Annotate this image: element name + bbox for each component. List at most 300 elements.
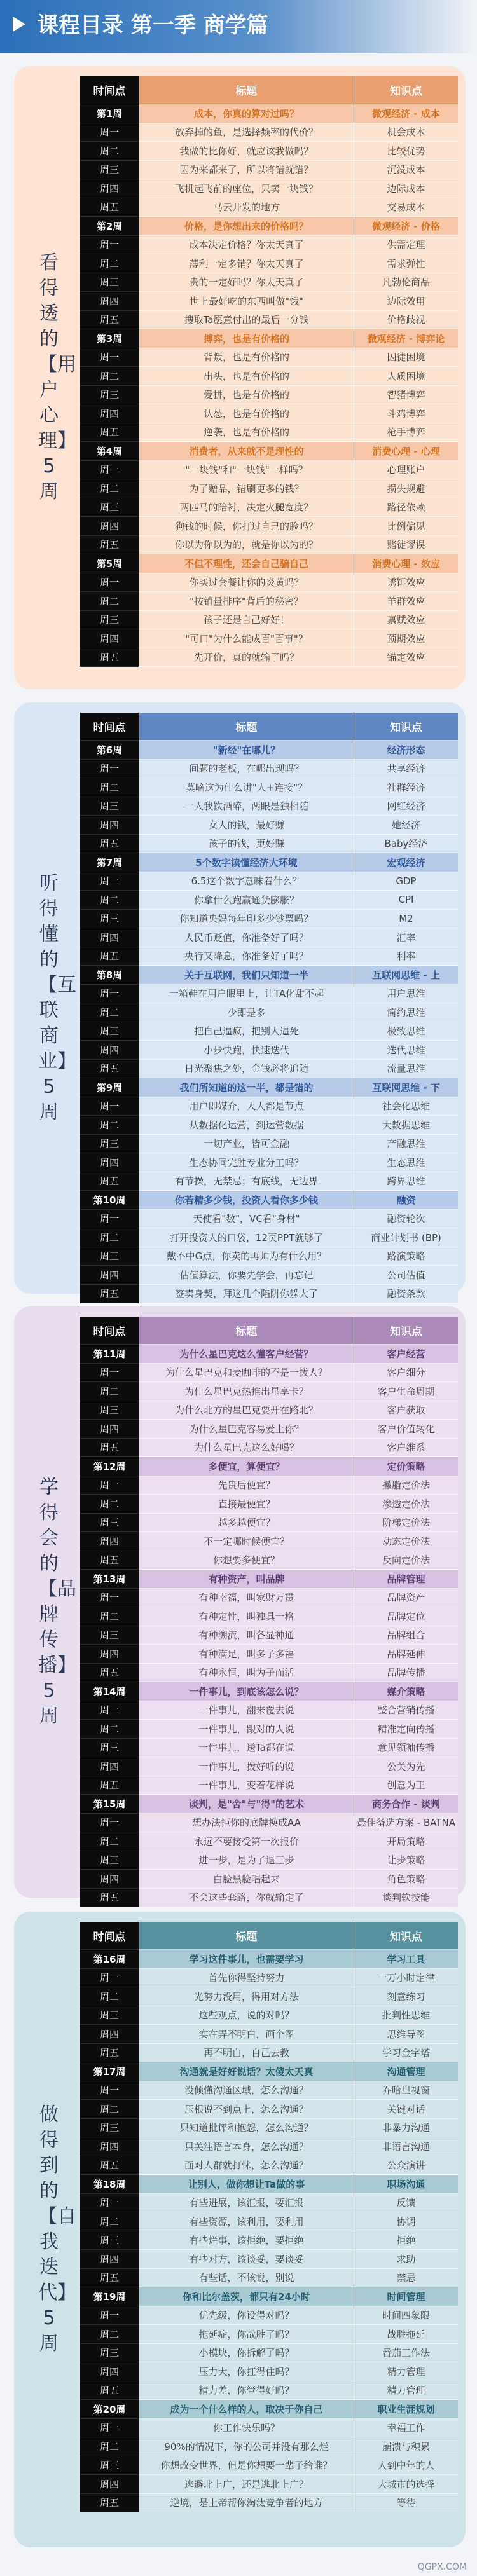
day-label: 周四 [80, 1645, 139, 1664]
week-label: 第12周 [80, 1457, 139, 1476]
page-header [0, 0, 477, 53]
day-row [80, 1439, 458, 1458]
week-topic: 融资 [354, 1191, 458, 1210]
week-label: 第10周 [80, 1191, 139, 1210]
table-header-row [80, 1922, 458, 1950]
day-label: 周三 [80, 2006, 139, 2025]
day-label: 周三 [80, 1401, 139, 1420]
lesson-title: 背叛，也是有价格的 [139, 348, 354, 367]
lesson-topic: 开局策略 [354, 1832, 458, 1851]
week-title: 价格，是你想出来的价格吗？ [139, 217, 354, 236]
lesson-title: 央行又降息，你准备好了吗？ [139, 947, 354, 966]
day-label: 周一 [80, 236, 139, 255]
week-topic: 客户经营 [354, 1345, 458, 1364]
week-label: 第18周 [80, 2175, 139, 2194]
day-row [80, 1551, 458, 1570]
lesson-topic: 崩溃与积累 [354, 2437, 458, 2456]
day-label: 周五 [80, 311, 139, 330]
day-label: 周五 [80, 1285, 139, 1304]
lesson-topic: 迭代思维 [354, 1041, 458, 1060]
week-row [80, 1795, 458, 1814]
day-row [80, 1739, 458, 1758]
day-label: 周四 [80, 629, 139, 648]
lesson-title: 出头，也是有价格的 [139, 367, 354, 386]
page-title: 课程目录 第一季 商学篇 [37, 13, 268, 38]
week-row [80, 2062, 458, 2081]
week-label: 第19周 [80, 2287, 139, 2306]
lesson-title: 90%的情况下，你的公司并没有那么烂 [139, 2437, 354, 2456]
lesson-topic: 非语言沟通 [354, 2137, 458, 2156]
day-row [80, 1476, 458, 1495]
day-row [80, 985, 458, 1004]
day-label: 周五 [80, 1439, 139, 1458]
day-label: 周三 [80, 797, 139, 816]
day-label: 周三 [80, 2344, 139, 2363]
day-label: 周三 [80, 1135, 139, 1154]
lesson-topic: 时间四象限 [354, 2306, 458, 2326]
table-header-row [80, 713, 458, 741]
day-label: 周二 [80, 1116, 139, 1135]
lesson-topic: 需求弹性 [354, 254, 458, 273]
day-label: 周四 [80, 1420, 139, 1439]
lesson-topic: 比较优势 [354, 142, 458, 161]
day-label: 周五 [80, 1172, 139, 1191]
week-title: 让别人，做你想让Ta做的事 [139, 2175, 354, 2194]
day-label: 周一 [80, 1814, 139, 1833]
lesson-topic: 最佳备选方案 - BATNA [354, 1814, 458, 1833]
week-label: 第4周 [80, 442, 139, 461]
header-title: 标题 [139, 1317, 354, 1345]
day-label: 周三 [80, 161, 139, 180]
lesson-topic: 渗透定价法 [354, 1495, 458, 1514]
day-label: 周五 [80, 1060, 139, 1079]
lesson-topic: 让步策略 [354, 1851, 458, 1870]
lesson-title: 有种定性，叫独具一格 [139, 1607, 354, 1626]
week-row [80, 554, 458, 573]
lesson-title: 有节操，无禁忌；有底线，无边界 [139, 1172, 354, 1191]
week-title: 为什么星巴克这么懂客户经营？ [139, 1345, 354, 1364]
lesson-topic: 公关为先 [354, 1757, 458, 1776]
week-label: 第3周 [80, 329, 139, 348]
day-label: 周四 [80, 2362, 139, 2381]
week-row [80, 329, 458, 348]
day-row [80, 2475, 458, 2494]
lesson-topic: 等待 [354, 2494, 458, 2513]
lesson-title: 世上最好吃的东西叫做"饿" [139, 292, 354, 311]
lesson-title: 不一定哪时候便宜？ [139, 1532, 354, 1551]
day-row [80, 592, 458, 611]
lesson-title: 实在弄不明白，画个图 [139, 2025, 354, 2044]
week-topic: 经济形态 [354, 741, 458, 760]
lesson-topic: 求助 [354, 2250, 458, 2269]
day-row [80, 2269, 458, 2288]
week-row [80, 2400, 458, 2419]
lesson-topic: 反向定价法 [354, 1551, 458, 1570]
day-row [80, 1889, 458, 1908]
week-label: 第13周 [80, 1570, 139, 1589]
day-label: 周四 [80, 1041, 139, 1060]
lesson-topic: 网红经济 [354, 797, 458, 816]
day-row [80, 648, 458, 668]
day-row [80, 2325, 458, 2344]
day-row [80, 273, 458, 292]
day-label: 周四 [80, 1757, 139, 1776]
day-row [80, 1116, 458, 1135]
day-row [80, 835, 458, 854]
lesson-topic: 幸福工作 [354, 2419, 458, 2438]
course-section [14, 702, 466, 1300]
day-row [80, 386, 458, 405]
week-topic: 职场沟通 [354, 2175, 458, 2194]
day-label: 周二 [80, 1720, 139, 1739]
day-label: 周一 [80, 123, 139, 142]
day-row [80, 2381, 458, 2401]
lesson-topic: 利率 [354, 947, 458, 966]
lesson-title: 从数据化运营，到运营数据 [139, 1116, 354, 1135]
day-label: 周五 [80, 2044, 139, 2063]
lesson-topic: 社群经济 [354, 778, 458, 797]
day-label: 周四 [80, 2250, 139, 2269]
section-name: 看得透的【用户心理】5周 [38, 252, 76, 503]
day-label: 周五 [80, 423, 139, 442]
lesson-topic: 禁忌 [354, 2269, 458, 2288]
lesson-title: 拖延症，你战胜了吗？ [139, 2325, 354, 2344]
lesson-topic: M2 [354, 910, 458, 929]
week-title: 我们所知道的这一半，都是错的 [139, 1078, 354, 1097]
lesson-title: 有种满足，叫多子多福 [139, 1645, 354, 1664]
day-row [80, 2081, 458, 2100]
week-title: 消费者，从来就不是理性的 [139, 442, 354, 461]
lesson-topic: 供需定理 [354, 236, 458, 255]
day-row [80, 816, 458, 835]
day-label: 周五 [80, 1776, 139, 1795]
week-label: 第16周 [80, 1950, 139, 1969]
week-topic: 学习工具 [354, 1950, 458, 1969]
week-title: 学习这件事儿，也需要学习 [139, 1950, 354, 1969]
lesson-topic: 共享经济 [354, 760, 458, 779]
week-title: 不但不理性，还会自己骗自己 [139, 554, 354, 573]
day-label: 周四 [80, 179, 139, 198]
day-row [80, 236, 458, 255]
lesson-topic: 意见领袖传播 [354, 1739, 458, 1758]
week-row [80, 741, 458, 760]
lesson-title: 不会这些套路，你就输定了 [139, 1889, 354, 1908]
lesson-title: 贵的一定好吗？你太天真了 [139, 273, 354, 292]
day-label: 周一 [80, 1210, 139, 1229]
week-title: 关于互联网，我们只知道一半 [139, 966, 354, 985]
header-title: 标题 [139, 1922, 354, 1950]
lesson-topic: 囚徒困境 [354, 348, 458, 367]
day-label: 周三 [80, 1851, 139, 1870]
day-row [80, 760, 458, 779]
lesson-title: 先贵后便宜？ [139, 1476, 354, 1495]
week-topic: 微观经济 - 博弈论 [354, 329, 458, 348]
day-label: 周四 [80, 517, 139, 536]
lesson-topic: 批判性思维 [354, 2006, 458, 2025]
lesson-topic: 精准定向传播 [354, 1720, 458, 1739]
day-row [80, 367, 458, 386]
lesson-topic: 客户生命周期 [354, 1382, 458, 1401]
day-row [80, 1420, 458, 1439]
lesson-topic: 公司估值 [354, 1266, 458, 1285]
lesson-title: 把自己逼疯，把别人逼死 [139, 1022, 354, 1041]
day-row [80, 142, 458, 161]
day-row [80, 404, 458, 423]
day-label: 周二 [80, 2437, 139, 2456]
week-label: 第11周 [80, 1345, 139, 1364]
day-label: 周一 [80, 872, 139, 891]
week-title: 一件事儿，到底该怎么说？ [139, 1682, 354, 1701]
day-row [80, 1135, 458, 1154]
day-row [80, 2194, 458, 2213]
day-label: 周三 [80, 1514, 139, 1533]
week-title: 成本，你真的算对过吗？ [139, 104, 354, 123]
day-row [80, 573, 458, 593]
day-row [80, 1607, 458, 1626]
day-label: 周二 [80, 2325, 139, 2344]
lesson-topic: 品牌延伸 [354, 1645, 458, 1664]
week-topic: 消费心理 - 效应 [354, 554, 458, 573]
section-side-title [20, 66, 78, 689]
day-label: 周五 [80, 1551, 139, 1570]
day-row [80, 1495, 458, 1514]
day-row [80, 292, 458, 311]
week-topic: 互联网思维 - 上 [354, 966, 458, 985]
lesson-topic: 机会成本 [354, 123, 458, 142]
lesson-title: 女人的钱，最好赚 [139, 816, 354, 835]
lesson-title: 为什么星巴克和麦咖啡的不是一拨人？ [139, 1364, 354, 1383]
week-label: 第6周 [80, 741, 139, 760]
day-label: 周二 [80, 778, 139, 797]
header-topic: 知识点 [354, 1922, 458, 1950]
day-label: 周一 [80, 2306, 139, 2326]
day-row [80, 2156, 458, 2175]
lesson-topic: 角色策略 [354, 1870, 458, 1889]
lesson-topic: 一万小时定律 [354, 1969, 458, 1988]
day-row [80, 2231, 458, 2251]
lesson-topic: 品牌资产 [354, 1589, 458, 1608]
day-label: 周四 [80, 2025, 139, 2044]
week-title: "新经"在哪儿？ [139, 741, 354, 760]
day-row [80, 872, 458, 891]
day-label: 周二 [80, 1495, 139, 1514]
lesson-topic: 客户细分 [354, 1364, 458, 1383]
schedule-table [80, 1317, 458, 1907]
lesson-title: 永远不要接受第一次报价 [139, 1832, 354, 1851]
day-label: 周五 [80, 2381, 139, 2401]
day-label: 周二 [80, 1832, 139, 1851]
day-row [80, 161, 458, 180]
lesson-title: 为什么星巴克这么好喝？ [139, 1439, 354, 1458]
week-topic: 时间管理 [354, 2287, 458, 2306]
lesson-title: 日光聚焦之处，金钱必将追随 [139, 1060, 354, 1079]
lesson-topic: 大数据思维 [354, 1116, 458, 1135]
week-row [80, 442, 458, 461]
header-time: 时间点 [80, 76, 139, 104]
lesson-title: 光努力没用，得用对方法 [139, 1987, 354, 2006]
lesson-title: 两匹马的陪衬，决定火腿宽度？ [139, 498, 354, 517]
day-row [80, 910, 458, 929]
header-title: 标题 [139, 76, 354, 104]
day-label: 周一 [80, 760, 139, 779]
day-row [80, 2137, 458, 2156]
day-row [80, 629, 458, 648]
day-row [80, 1210, 458, 1229]
lesson-topic: 流量思维 [354, 1060, 458, 1079]
lesson-title: 飞机起飞前的座位，只卖一块钱？ [139, 179, 354, 198]
week-title: 谈判，是"舍"与"得"的艺术 [139, 1795, 354, 1814]
day-label: 周二 [80, 254, 139, 273]
lesson-topic: CPI [354, 891, 458, 910]
day-label: 周四 [80, 1532, 139, 1551]
lesson-topic: 阶梯定价法 [354, 1514, 458, 1533]
lesson-title: 进一步，是为了退三步 [139, 1851, 354, 1870]
lesson-title: 有些进展，该汇报，要汇报 [139, 2194, 354, 2213]
day-label: 周一 [80, 1476, 139, 1495]
lesson-title: 为什么星巴克热推出星享卡？ [139, 1382, 354, 1401]
schedule-table [80, 76, 458, 667]
lesson-title: "可口"为什么能成百"百事"？ [139, 629, 354, 648]
day-row [80, 1626, 458, 1645]
lesson-title: 精力差，你管得好吗？ [139, 2381, 354, 2401]
day-row [80, 797, 458, 816]
lesson-title: 薄利一定多销？你太天真了 [139, 254, 354, 273]
day-label: 周三 [80, 2119, 139, 2138]
lesson-title: 爱拼，也是有价格的 [139, 386, 354, 405]
header-time: 时间点 [80, 1317, 139, 1345]
lesson-topic: 公众演讲 [354, 2156, 458, 2175]
day-label: 周五 [80, 2156, 139, 2175]
lesson-title: 有种幸福，叫家财万贯 [139, 1589, 354, 1608]
day-row [80, 1247, 458, 1266]
week-row [80, 1078, 458, 1097]
week-topic: 商务合作 - 谈判 [354, 1795, 458, 1814]
lesson-title: 压根说不到点上，怎么沟通？ [139, 2100, 354, 2119]
day-row [80, 1285, 458, 1304]
day-label: 周三 [80, 1739, 139, 1758]
lesson-topic: 羊群效应 [354, 592, 458, 611]
lesson-title: 有些烂事，该拒绝，要拒绝 [139, 2231, 354, 2251]
lesson-title: 这些观点，说的对吗？ [139, 2006, 354, 2025]
lesson-title: 有些资源，该利用，要利用 [139, 2212, 354, 2231]
lesson-topic: 谈判软技能 [354, 1889, 458, 1908]
lesson-topic: 精力管理 [354, 2362, 458, 2381]
lesson-title: 你拿什么跑赢通货膨胀？ [139, 891, 354, 910]
day-label: 周二 [80, 479, 139, 498]
week-row [80, 1682, 458, 1701]
lesson-topic: 极致思维 [354, 1022, 458, 1041]
week-label: 第20周 [80, 2400, 139, 2419]
lesson-topic: 边际效用 [354, 292, 458, 311]
lesson-topic: 客户维系 [354, 1439, 458, 1458]
day-label: 周三 [80, 498, 139, 517]
lesson-title: 人民币贬值，你准备好了吗？ [139, 928, 354, 947]
week-label: 第14周 [80, 1682, 139, 1701]
lesson-title: 生态协同完胜专业分工吗？ [139, 1153, 354, 1172]
lesson-topic: 路演策略 [354, 1247, 458, 1266]
day-row [80, 1153, 458, 1172]
lesson-topic: 锚定效应 [354, 648, 458, 668]
lesson-topic: Baby经济 [354, 835, 458, 854]
lesson-topic: 战胜拖延 [354, 2325, 458, 2344]
day-row [80, 479, 458, 498]
day-label: 周四 [80, 816, 139, 835]
day-row [80, 517, 458, 536]
lesson-title: 没倾懂沟通区域，怎么沟通？ [139, 2081, 354, 2100]
course-section [14, 66, 466, 689]
day-row [80, 2119, 458, 2138]
lesson-title: 6.5这个数字意味着什么？ [139, 872, 354, 891]
day-label: 周二 [80, 2100, 139, 2119]
day-row [80, 2025, 458, 2044]
day-label: 周五 [80, 947, 139, 966]
day-row [80, 1382, 458, 1401]
day-label: 周四 [80, 404, 139, 423]
schedule-table [80, 713, 458, 1303]
day-label: 周一 [80, 1701, 139, 1720]
day-label: 周二 [80, 891, 139, 910]
lesson-topic: 品牌组合 [354, 1626, 458, 1645]
lesson-title: 认怂，也是有价格的 [139, 404, 354, 423]
day-row [80, 123, 458, 142]
day-row [80, 1589, 458, 1608]
section-side-title [20, 1306, 78, 1898]
lesson-topic: 沉没成本 [354, 161, 458, 180]
lesson-title: 有种永恒，叫为子而活 [139, 1664, 354, 1683]
day-label: 周四 [80, 1153, 139, 1172]
lesson-title: 逆境，是上帝帮你淘汰竞争者的地方 [139, 2494, 354, 2513]
lesson-topic: 反馈 [354, 2194, 458, 2213]
lesson-title: 只关注语言本身，怎么沟通？ [139, 2137, 354, 2156]
day-row [80, 2100, 458, 2119]
lesson-title: 先开价，真的就输了吗？ [139, 648, 354, 668]
week-label: 第2周 [80, 217, 139, 236]
week-row [80, 2175, 458, 2194]
lesson-topic: 思维导图 [354, 2025, 458, 2044]
table-header-row [80, 1317, 458, 1345]
day-label: 周四 [80, 928, 139, 947]
day-label: 周一 [80, 1364, 139, 1383]
header-topic: 知识点 [354, 713, 458, 741]
lesson-title: 为了赠品，错刷更多的钱？ [139, 479, 354, 498]
day-row [80, 1514, 458, 1533]
schedule-table [80, 1922, 458, 2512]
day-label: 周三 [80, 2231, 139, 2251]
day-label: 周二 [80, 1228, 139, 1247]
day-label: 周一 [80, 985, 139, 1004]
day-label: 周一 [80, 1097, 139, 1116]
day-row [80, 1228, 458, 1247]
lesson-topic: 番茄工作法 [354, 2344, 458, 2363]
day-label: 周一 [80, 2419, 139, 2438]
week-row [80, 1457, 458, 1476]
lesson-topic: 赌徒谬误 [354, 536, 458, 555]
lesson-title: 你想改变世界，但是你想要一辈子给谁？ [139, 2456, 354, 2476]
week-row [80, 1191, 458, 1210]
day-row [80, 611, 458, 630]
day-row [80, 1776, 458, 1795]
day-row [80, 2306, 458, 2326]
lesson-title: 一件事儿，拨好听的说 [139, 1757, 354, 1776]
lesson-title: 孩子的钱，更好赚 [139, 835, 354, 854]
week-label: 第7周 [80, 853, 139, 872]
lesson-title: 压力大，你扛得住吗？ [139, 2362, 354, 2381]
day-row [80, 1757, 458, 1776]
day-row [80, 2250, 458, 2269]
lesson-title: 成本决定价格？你太天真了 [139, 236, 354, 255]
lesson-title: 马云开发的地方 [139, 198, 354, 217]
course-section [14, 1912, 466, 2547]
